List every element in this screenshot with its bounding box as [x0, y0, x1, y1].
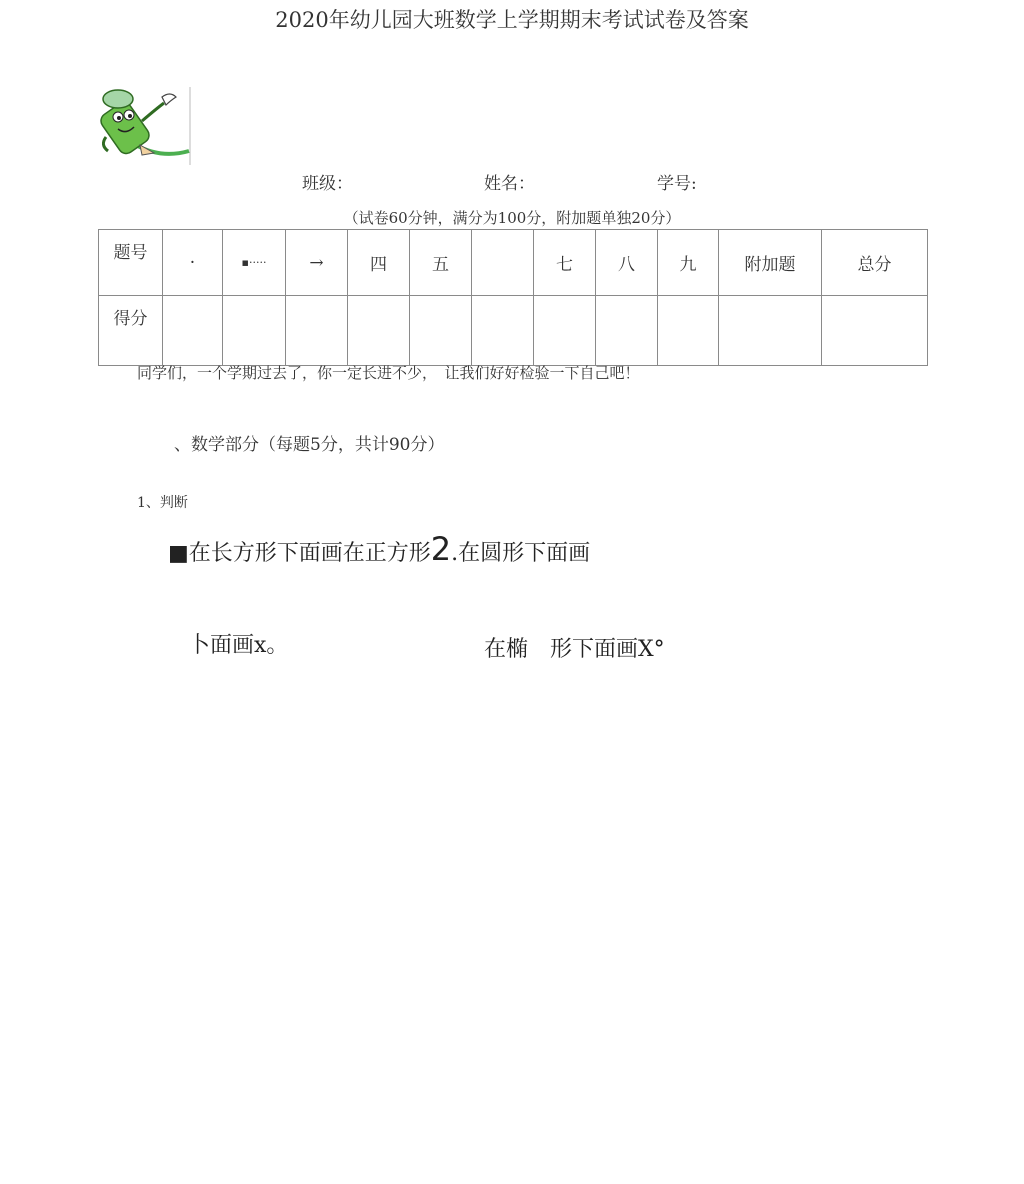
- score-row-label: 得分: [99, 296, 163, 366]
- question-line-1-prefix: ■在长方形下面画在正方形: [168, 541, 431, 566]
- question-line-2-right: 在椭 形下面画X°: [484, 637, 665, 662]
- name-label: 姓名：: [484, 174, 535, 194]
- header-cell: 八: [596, 230, 658, 296]
- score-cell: [658, 296, 719, 366]
- header-cell: [472, 230, 534, 296]
- header-cell: 四: [348, 230, 410, 296]
- score-cell: [286, 296, 348, 366]
- question-line-1-suffix: .在圆形下面画: [451, 541, 591, 566]
- score-cell: [410, 296, 472, 366]
- class-label: 班级：: [302, 174, 353, 194]
- score-cell: [163, 296, 223, 366]
- header-cell: 总分: [822, 230, 928, 296]
- header-cell: ▪·····: [223, 230, 286, 296]
- score-cell: [596, 296, 658, 366]
- question-line-1-number: 2: [430, 530, 452, 568]
- question-number-row: [99, 230, 928, 296]
- header-cell: 七: [534, 230, 596, 296]
- score-cell: [719, 296, 822, 366]
- question-number: 1、判断: [137, 495, 188, 511]
- header-cell: 九: [658, 230, 719, 296]
- header-cell: 五: [410, 230, 472, 296]
- encouragement-text: 同学们，一个学期过去了，你一定长进不少， 让我们好好检验一下自己吧！: [137, 364, 640, 382]
- question-line-1: [168, 530, 590, 568]
- score-cell: [348, 296, 410, 366]
- header-cell: →: [286, 230, 348, 296]
- student-id-label: 学号:: [657, 174, 697, 194]
- header-cell: ·: [163, 230, 223, 296]
- score-table: [98, 229, 928, 366]
- exam-note: （试卷60分钟，满分为100分，附加题单独20分）: [343, 209, 681, 227]
- section-heading: 、数学部分（每题5分，共计90分）: [174, 435, 445, 455]
- question-line-2-left: 卜面画x。: [188, 633, 289, 658]
- score-cell: [472, 296, 534, 366]
- pencil-mascot-icon: [96, 85, 192, 167]
- score-cell: [223, 296, 286, 366]
- document-title: 2020年幼儿园大班数学上学期期末考试试卷及答案: [275, 8, 749, 32]
- score-cell: [534, 296, 596, 366]
- header-cell: 附加题: [719, 230, 822, 296]
- score-row: [99, 296, 928, 366]
- score-cell: [822, 296, 928, 366]
- header-cell: 题号: [99, 230, 163, 296]
